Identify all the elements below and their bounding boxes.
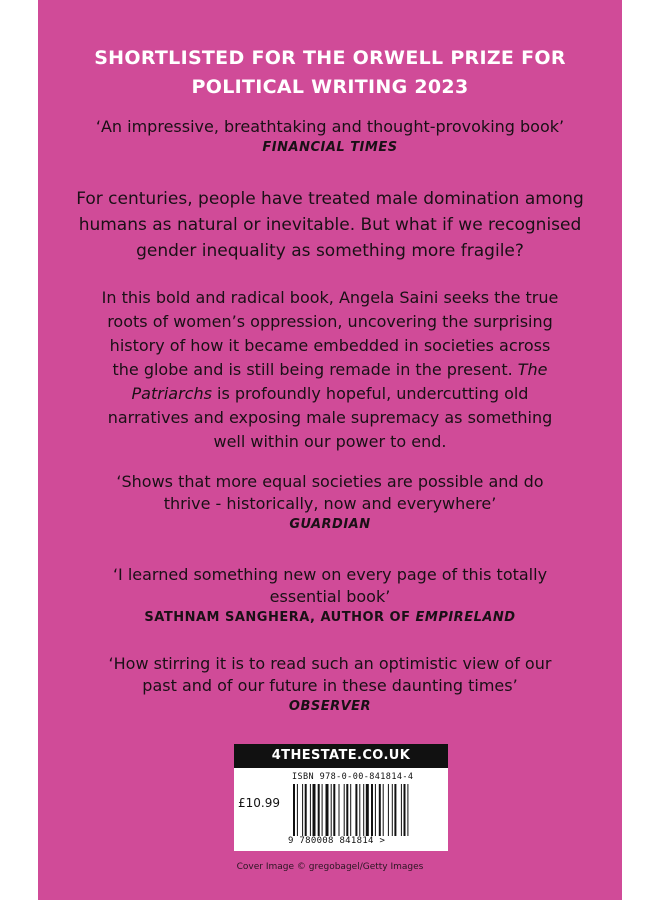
barcode-stripe <box>407 784 408 836</box>
publisher-website: 4THESTATE.CO.UK <box>234 744 448 768</box>
barcode-stripe <box>297 784 298 836</box>
barcode-stripe <box>313 784 316 836</box>
headline-line: POLITICAL WRITING 2023 <box>191 76 469 98</box>
quote-source <box>38 608 622 628</box>
barcode-stripe <box>401 784 402 836</box>
barcode-stripe <box>371 784 373 836</box>
quote-text: thrive - historically, now and everywhere’ <box>163 494 497 513</box>
barcode-stripe <box>379 784 381 836</box>
quote-text: ‘I learned something new on every page of this totally <box>112 565 548 584</box>
blurb-line: humans as natural or inevitable. But what if we recognised <box>78 215 582 235</box>
barcode-icon <box>292 784 444 836</box>
barcode-stripe <box>404 784 406 836</box>
barcode-digits: 9 780008 841814 > <box>288 836 386 846</box>
barcode-stripe <box>346 784 348 836</box>
headline-line: SHORTLISTED FOR THE ORWELL PRIZE FOR <box>94 47 566 69</box>
barcode-stripe <box>388 784 389 836</box>
quote-financial-times <box>38 116 622 158</box>
barcode-stripe <box>392 784 393 836</box>
quote-source-book: EMPIRELAND <box>415 610 516 625</box>
barcode-stripe <box>339 784 340 836</box>
back-cover <box>38 0 622 900</box>
blurb-text: is profoundly hopeful, undercutting old <box>211 384 529 403</box>
quote-source: OBSERVER <box>288 699 372 714</box>
barcode-stripe <box>375 784 376 836</box>
barcode-stripe <box>394 784 396 836</box>
barcode-stripe <box>359 784 360 836</box>
quote-guardian <box>38 471 622 535</box>
barcode-stripe <box>355 784 357 836</box>
blurb-line: In this bold and radical book, Angela Saini seeks the true <box>101 288 559 307</box>
barcode-stripe <box>333 784 335 836</box>
blurb-line <box>38 358 622 382</box>
blurb-line: gender inequality as something more fragile? <box>136 241 524 261</box>
blurb-line <box>38 382 622 406</box>
blurb-line: history of how it became embedded in societies across <box>109 336 551 355</box>
barcode-stripe <box>344 784 345 836</box>
barcode-stripe <box>326 784 329 836</box>
barcode-stripe <box>366 784 369 836</box>
book-title-part: The <box>517 360 548 379</box>
quote-text: essential book’ <box>269 587 391 606</box>
isbn-label: ISBN 978-0-00-841814-4 <box>292 772 414 782</box>
barcode-stripe <box>350 784 351 836</box>
barcode-stripe <box>322 784 323 836</box>
barcode-stripe <box>305 784 307 836</box>
quote-text: ‘Shows that more equal societies are possible and do <box>116 472 544 491</box>
quote-text: ‘How stirring it is to read such an optimistic view of our <box>108 654 552 673</box>
quote-text: ‘An impressive, breathtaking and thought-provoking book’ <box>95 117 565 136</box>
barcode-stripe <box>318 784 320 836</box>
book-title-part: Patriarchs <box>131 384 212 403</box>
quote-source: GUARDIAN <box>289 517 371 532</box>
prize-headline <box>38 44 622 102</box>
barcode-stripe <box>383 784 384 836</box>
cover-credit: Cover Image © gregobagel/Getty Images <box>236 862 424 872</box>
barcode-panel <box>234 744 448 851</box>
barcode-stripe <box>310 784 311 836</box>
barcode-stripe <box>331 784 332 836</box>
barcode-stripe <box>293 784 295 836</box>
quote-source-text: SATHNAM SANGHERA, AUTHOR OF <box>144 610 416 625</box>
quote-source: FINANCIAL TIMES <box>262 140 398 155</box>
blurb-paragraph-2 <box>38 286 622 454</box>
blurb-text: the globe and is still being remade in the present. <box>112 360 518 379</box>
blurb-line: roots of women’s oppression, uncovering the surprising <box>107 312 553 331</box>
quote-text: past and of our future in these daunting times’ <box>142 676 518 695</box>
blurb-line: narratives and exposing male supremacy as something <box>107 408 553 427</box>
quote-observer <box>38 653 622 717</box>
blurb-paragraph-1 <box>38 186 622 264</box>
barcode-stripe <box>363 784 364 836</box>
price-label: £10.99 <box>238 796 280 810</box>
blurb-line: For centuries, people have treated male domination among <box>76 189 584 209</box>
blurb-line: well within our power to end. <box>213 432 447 451</box>
quote-sanghera <box>38 564 622 628</box>
barcode-stripe <box>302 784 303 836</box>
